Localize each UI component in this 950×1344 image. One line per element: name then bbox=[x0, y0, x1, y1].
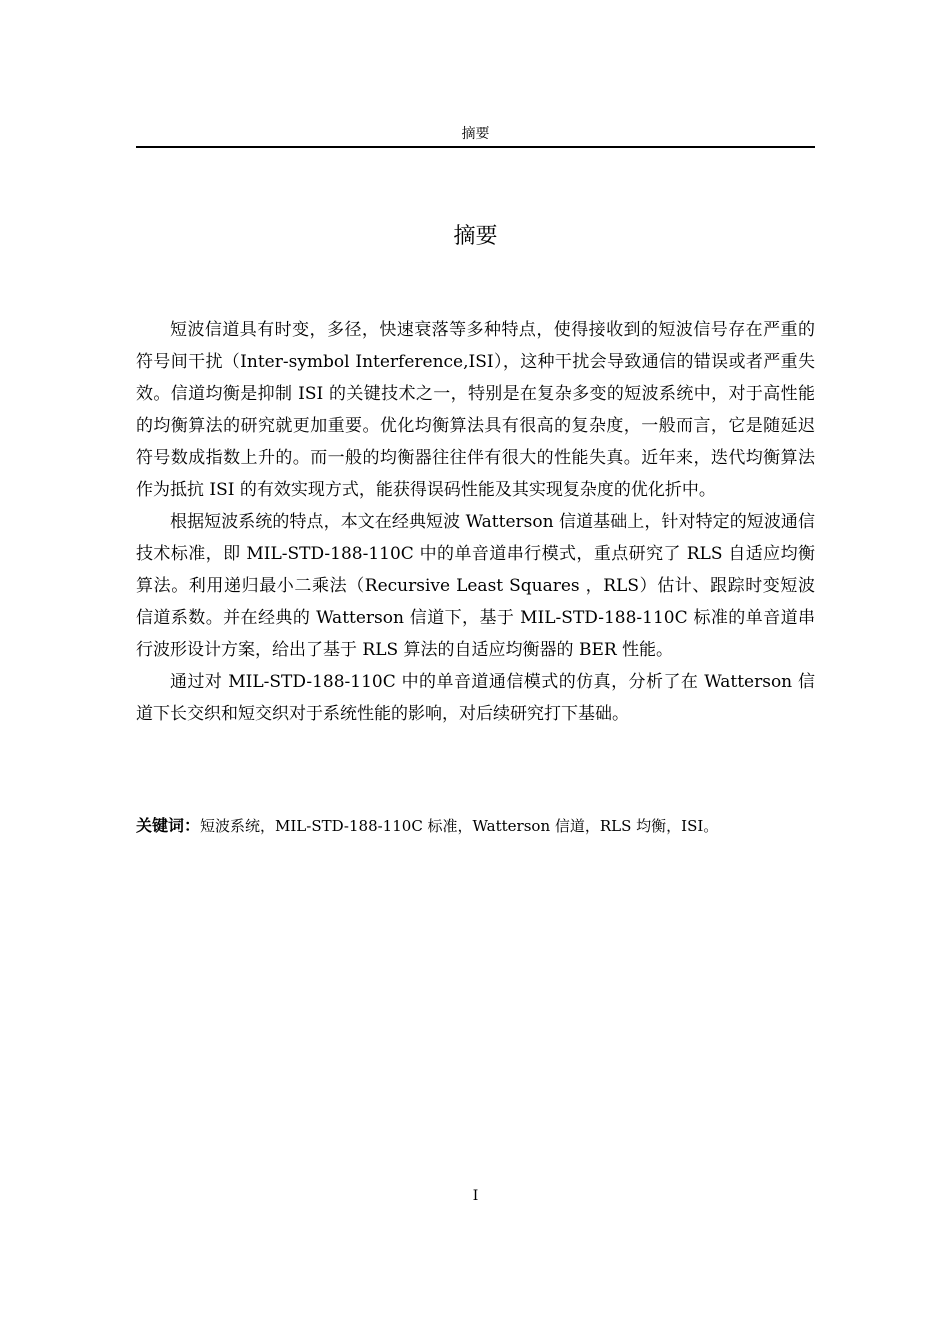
abstract-paragraph-1: 短波信道具有时变，多径，快速衰落等多种特点，使得接收到的短波信号存在严重的符号间干扰（Inter-symbol Interference,ISI），这种干扰会导致通信的错误或者严重失效。信道均衡是抑制 ISI 的关键技术之一，特别是在复杂多变的短波系统中，对于高性能的均衡算法的研究就更加重要。优化均衡算法具有很高的复杂度，一般而言，它是随延迟符号数成指数上升的。而一般的均衡器往往伴有很大的性能失真。近年来，迭代均衡算法作为抵抗 ISI 的有效实现方式，能获得误码性能及其实现复杂度的优化折中。 bbox=[136, 320, 815, 500]
abstract-paragraph-3: 通过对 MIL-STD-188-110C 中的单音道通信模式的仿真，分析了在 Watterson 信道下长交织和短交织对于系统性能的影响，对后续研究打下基础。 bbox=[136, 672, 815, 724]
keywords-text: 短波系统，MIL-STD-188-110C 标准，Watterson 信道，RLS 均衡，ISI。 bbox=[200, 817, 719, 835]
keywords-label: 关键词： bbox=[136, 816, 201, 835]
keywords-line bbox=[136, 812, 815, 840]
abstract-body bbox=[136, 314, 815, 730]
header-rule bbox=[136, 146, 815, 148]
page-title: 摘要 bbox=[453, 224, 498, 249]
page-number: I bbox=[472, 1188, 479, 1204]
abstract-paragraph-2: 根据短波系统的特点，本文在经典短波 Watterson 信道基础上，针对特定的短波通信技术标准，即 MIL-STD-188-110C 中的单音道串行模式，重点研究了 RLS 自适应均衡算法。利用递归最小二乘法（Recursive Least Squares ，RLS）估计、跟踪时变短波信道系数。并在经典的 Watterson 信道下，基于 MIL-STD-188-110C 标准的单音道串行波形设计方案，给出了基于 RLS 算法的自适应均衡器的 BER 性能。 bbox=[136, 512, 815, 660]
running-header: 摘要 bbox=[461, 126, 490, 142]
